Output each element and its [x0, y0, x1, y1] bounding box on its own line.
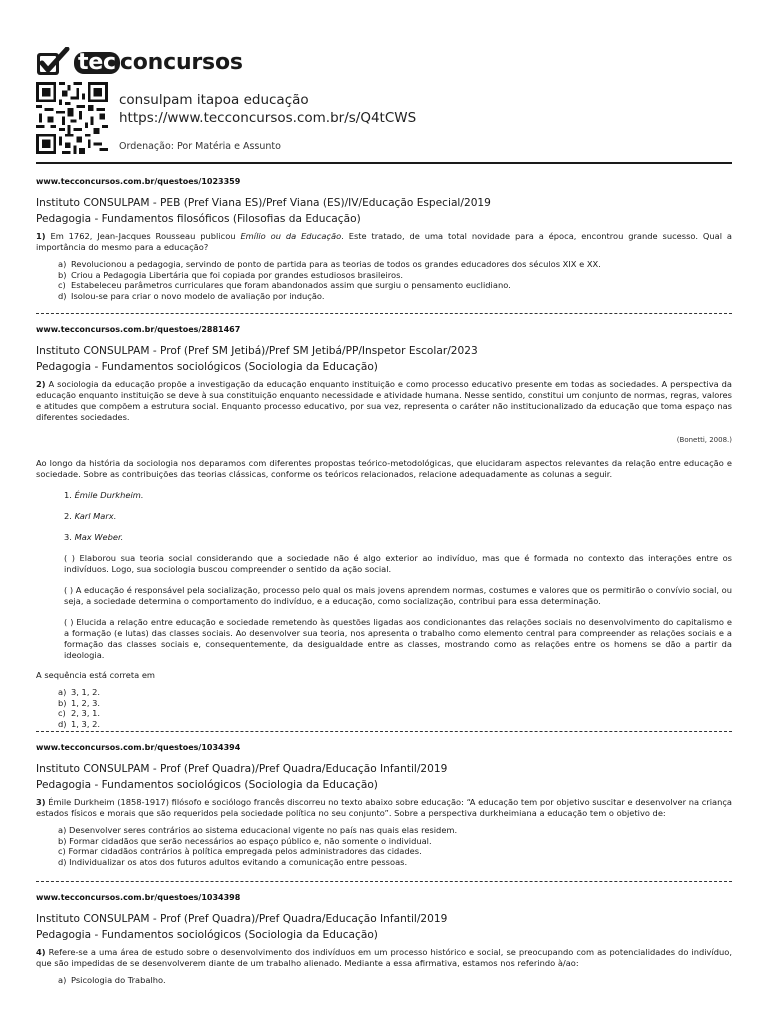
answer-option-c[interactable]: c) Formar cidadãos contrários à política empregada pelos administradores das cidades.	[58, 846, 422, 857]
question-institution: Instituto CONSULPAM - Prof (Pref SM Jetibá)/Pref SM Jetibá/PP/Inspetor Escolar/2023	[36, 345, 478, 357]
sequence-prompt: A sequência está correta em	[36, 670, 156, 680]
question-statement: 2) A sociologia da educação propõe a investigação da educação enquanto instituição e como processo educativo presente em todas as sociedades. A perspectiva da educação enquanto instituição se deve à sua constituição enquanto necessidade e atividade humana. Nesse sentido, constitui um conjunto de normas, regras, valores e atitudes que compõem a estrutura social. Enquanto processo educativo, por sua vez, representa o caráter não institucionalizado da educação que toma espaço nas diferentes sociedades.	[36, 379, 732, 422]
answer-option-b[interactable]: b) Formar cidadãos que serão necessários ao espaço público e, não somente o individual.	[58, 835, 432, 846]
checkmark-logo-icon	[36, 47, 70, 77]
association-items	[64, 490, 732, 543]
answer-options	[58, 687, 732, 729]
answer-option-b[interactable]: b) Criou a Pedagogia Libertária que foi copiada por grandes estudiosos brasileiros.	[58, 269, 404, 280]
association-statement-1: ( ) Elaborou sua teoria social considerando que a sociedade não é algo exterior ao indivíduo, mas que é formada no contexto das interações entre os indivíduos. Logo, sua sociologia buscou compreender o sentido da ação social.	[64, 553, 732, 574]
association-statement-2: ( ) A educação é responsável pela socialização, processo pelo qual os mais jovens aprendem normas, costumes e valores que os permitirão o convívio social, ou seja, a sociedade determina o comportamento do indivíduo, e a educação, como socialização, contribui para essa determinação.	[64, 585, 733, 606]
association-item-1: 1. Émile Durkheim.	[64, 490, 144, 500]
logo-wordmark: tec concursos	[74, 50, 243, 75]
question-subject: Pedagogia - Fundamentos sociológicos (Sociologia da Educação)	[36, 361, 378, 373]
question-number: 2)	[36, 379, 46, 389]
question-3	[36, 743, 732, 867]
question-link[interactable]: www.tecconcursos.com.br/questoes/2881467	[36, 325, 241, 334]
question-subject: Pedagogia - Fundamentos sociológicos (Sociologia da Educação)	[36, 929, 378, 941]
question-4	[36, 893, 732, 986]
question-context: Ao longo da história da sociologia nos deparamos com diferentes propostas teórico-metodológicas, que elucidaram aspectos relevantes da relação entre educação e sociedade. Sobre as contribuições das teorias clássicas, conforme os teóricos relacionados, relacione adequadamente as colunas a seguir.	[36, 458, 732, 479]
answer-option-c[interactable]: c) Estabeleceu parâmetros curriculares que foram abandonados assim que surgiu o pensamento euclidiano.	[58, 280, 511, 291]
question-number: 4)	[36, 947, 46, 957]
question-link[interactable]: www.tecconcursos.com.br/questoes/1034394	[36, 743, 241, 752]
answer-options	[58, 825, 732, 867]
answer-option-d[interactable]: d) 1, 3, 2.	[58, 718, 101, 729]
association-item-3: 3. Max Weber.	[64, 532, 124, 542]
question-subject: Pedagogia - Fundamentos filosóficos (Filosofias da Educação)	[36, 213, 361, 225]
question-institution: Instituto CONSULPAM - PEB (Pref Viana ES)/Pref Viana (ES)/IV/Educação Especial/2019	[36, 197, 491, 209]
question-link[interactable]: www.tecconcursos.com.br/questoes/1034398	[36, 893, 241, 902]
question-institution: Instituto CONSULPAM - Prof (Pref Quadra)/Pref Quadra/Educação Infantil/2019	[36, 913, 448, 925]
question-number: 3)	[36, 797, 46, 807]
association-item-2: 2. Karl Marx.	[64, 511, 117, 521]
question-number: 1)	[36, 231, 46, 241]
answer-option-a[interactable]: a) Desenvolver seres contrários ao sistema educacional vigente no país nas quais elas residem.	[58, 825, 458, 835]
citation-source: (Bonetti, 2008.)	[676, 436, 732, 444]
association-statement-3: ( ) Elucida a relação entre educação e sociedade remetendo às questões ligadas aos condicionantes das relações sociais no desenvolvimento do capitalismo e a formação (e lutas) das classes sociais. Ao desenvolver sua teoria, nos apresenta o trabalho como elemento central para compreender as relações sociais e a formação das classes sociais e, consequentemente, da desigualdade entre as classes, mostrando como as relações entre os homens se dão a partir da ideologia.	[64, 617, 732, 660]
question-link[interactable]: www.tecconcursos.com.br/questoes/1023359	[36, 177, 241, 186]
answer-option-a[interactable]: a) Psicologia do Trabalho.	[58, 975, 166, 985]
question-divider	[36, 731, 732, 732]
question-statement: 4) Refere-se a uma área de estudo sobre o desenvolvimento dos indivíduos em um processo histórico e social, se preocupando com as potencialidades do indivíduo, que são impedidas de se desenvolverem diante de um trabalho alienado. Mediante a essa afirmativa, estamos nos referindo à/ao:	[36, 947, 732, 968]
answer-options	[58, 259, 732, 301]
notebook-title: consulpam itapoa educação	[119, 92, 309, 108]
answer-option-b[interactable]: b) 1, 2, 3.	[58, 697, 101, 708]
tecconcursos-logo[interactable]	[36, 44, 243, 80]
notebook-url-link[interactable]: https://www.tecconcursos.com.br/s/Q4tCWS	[119, 110, 417, 126]
question-divider	[36, 881, 732, 882]
question-institution: Instituto CONSULPAM - Prof (Pref Quadra)/Pref Quadra/Educação Infantil/2019	[36, 763, 448, 775]
question-subject: Pedagogia - Fundamentos sociológicos (Sociologia da Educação)	[36, 779, 378, 791]
answer-option-d[interactable]: d) Individualizar os atos dos futuros adultos evitando a comunicação entre pessoas.	[58, 856, 408, 867]
question-statement: 3) Émile Durkheim (1858-1917) filósofo e sociólogo francês discorreu no texto abaixo sobre educação: “A educação tem por objetivo suscitar e desenvolver na criança estados físicos e morais que são requeridos pela sociedade política no seu conjunto”. Sobre a perspectiva durkheimiana a educação tem o objetivo de:	[36, 797, 732, 818]
question-1	[36, 177, 732, 301]
answer-options	[58, 975, 732, 986]
question-statement: 1) Em 1762, Jean-Jacques Rousseau publicou Emílio ou da Educação. Este tratado, de uma total novidade para a época, encontrou grande sucesso. Qual a importância do mesmo para a educação?	[36, 231, 732, 252]
question-divider	[36, 313, 732, 314]
answer-option-a[interactable]: a) Revolucionou a pedagogia, servindo de ponto de partida para as teorias de todos os grandes educadores dos séculos XIX e XX.	[58, 259, 601, 269]
question-2	[36, 325, 732, 729]
ordering-label: Ordenação: Por Matéria e Assunto	[119, 141, 281, 152]
answer-option-c[interactable]: c) 2, 3, 1.	[58, 708, 101, 719]
qr-code-icon	[36, 82, 108, 154]
answer-option-a[interactable]: a) 3, 1, 2.	[58, 687, 101, 697]
header-divider	[36, 162, 732, 164]
answer-option-d[interactable]: d) Isolou-se para criar o novo modelo de avaliação por indução.	[58, 290, 325, 301]
